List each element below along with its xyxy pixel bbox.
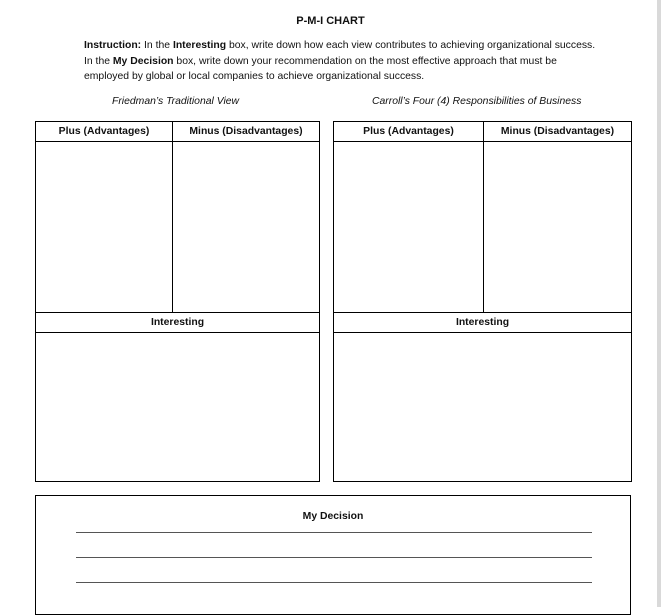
interesting-bottom-line xyxy=(36,332,319,333)
interesting-top-line xyxy=(36,312,319,313)
pmi-box-carroll xyxy=(333,121,632,482)
minus-write-area[interactable] xyxy=(485,143,630,311)
page-edge xyxy=(657,0,661,607)
instruction-text xyxy=(84,38,604,85)
column-divider xyxy=(172,122,173,313)
view-title-friedman: Friedman’s Traditional View xyxy=(112,96,240,107)
interesting-write-area[interactable] xyxy=(335,334,630,480)
instruction-interesting-word: Interesting xyxy=(172,40,227,51)
my-decision-box xyxy=(35,495,631,615)
view-title-carroll: Carroll’s Four (4) Responsibilities of Business xyxy=(372,96,582,107)
chart-title: P-M-I CHART xyxy=(296,15,365,27)
instruction-part1: In the xyxy=(141,40,173,51)
plus-header: Plus (Advantages) xyxy=(58,126,150,137)
plus-write-area[interactable] xyxy=(37,143,171,311)
column-divider xyxy=(483,122,484,313)
instruction-part3: box, write down your recommendation on the most effective approach that must be employed by global or local companies to achieve organizational success. xyxy=(84,55,557,82)
minus-header: Minus (Disadvantages) xyxy=(189,126,303,137)
decision-label: My Decision xyxy=(302,511,364,522)
plus-header: Plus (Advantages) xyxy=(363,126,454,137)
decision-write-line[interactable] xyxy=(76,557,592,558)
instruction-decision-word: My Decision xyxy=(112,55,174,67)
interesting-label: Interesting xyxy=(455,317,510,328)
interesting-write-area[interactable] xyxy=(37,334,318,480)
instruction-part2: box, write down how each view contributes to achieving organizational success. In the xyxy=(84,40,596,67)
plus-write-area[interactable] xyxy=(335,143,482,311)
interesting-label: Interesting xyxy=(150,317,205,328)
interesting-top-line xyxy=(334,312,631,313)
minus-header: Minus (Disadvantages) xyxy=(500,126,615,137)
interesting-bottom-line xyxy=(334,332,631,333)
instruction-label: Instruction: xyxy=(84,40,142,51)
decision-write-line[interactable] xyxy=(76,582,592,583)
pmi-box-friedman xyxy=(35,121,320,482)
decision-write-line[interactable] xyxy=(76,532,592,533)
minus-write-area[interactable] xyxy=(174,143,318,311)
